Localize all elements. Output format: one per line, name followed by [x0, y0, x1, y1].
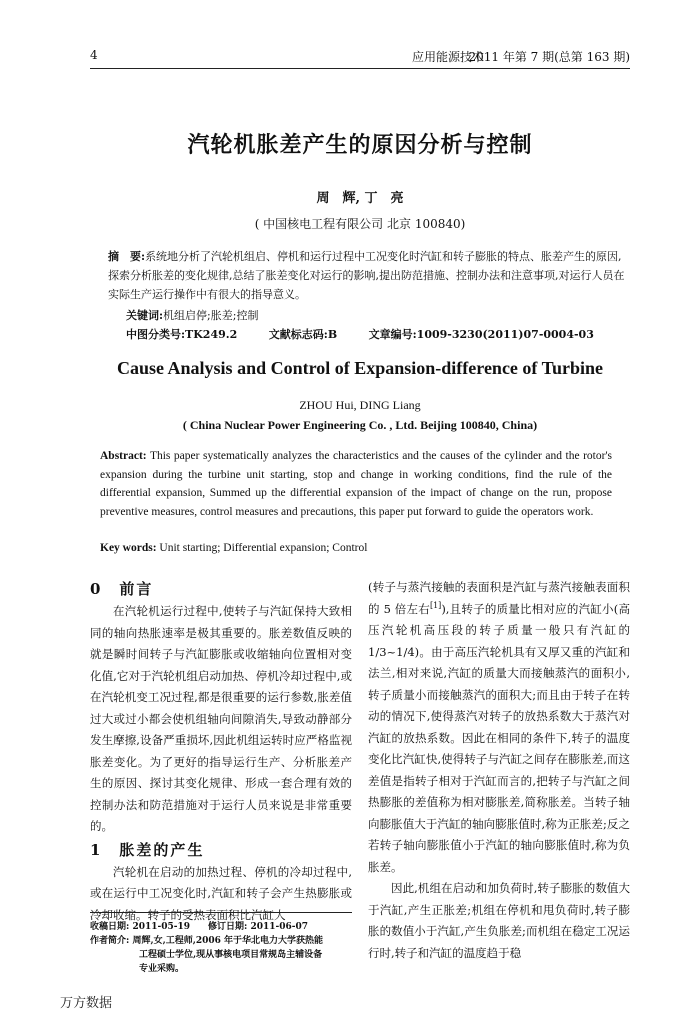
affiliation-en: ( China Nuclear Power Engineering Co. , Ltd. Beijing 100840, China) — [182, 418, 538, 432]
right-paragraph-1-b: ),且转子的质量比相对应的汽缸小(高压汽轮机高压段的转子质量一般只有汽缸的 1/3~1/4)。由于高压汽轮机具有又厚又重的汽缸和法兰,相对来说,汽缸的质量大而接触蒸汽的面积小,转子质量小而接触蒸汽的面积大;而且由于转子在转动的情况下,使得蒸汽对转子的放热系数大于蒸汽对汽缸的放热系数。因此在相同的条件下,转子的温度变化比汽缸快,使得转子与汽缸之间存在膨胀差,而这差值是指转子相对于汽缸而言的,把转子与汽缸之间热膨胀的差值称为相对膨胀差,简称胀差。当转子轴向膨胀值大于汽缸的轴向膨胀值时,称为正胀差;反之若转子轴向膨胀值小于汽缸的轴向膨胀值时,称为负胀差。 — [368, 601, 630, 874]
classification-cn — [126, 326, 622, 342]
running-header — [90, 46, 630, 69]
abstract-en-text: This paper systematically analyzes the characteristics and the causes of the cylinder and the rotor's expansion during the turbine unit starting, stop and change in working conditions, find the rule of the differential expansion, Summed up the differential expansion of the impact of change on the run, propose preventive measures, control measures and precautions, this paper put forward to guide the operators work. — [100, 450, 613, 518]
body-column-right — [368, 577, 630, 964]
paper-title-cn: 汽轮机胀差产生的原因分析与控制 — [187, 132, 533, 158]
footnote-dates — [90, 920, 360, 934]
right-paragraph-1 — [368, 577, 630, 878]
abstract-en — [100, 447, 612, 521]
body-column-left — [90, 577, 352, 926]
author-bio-line-1: 作者简介: 周辉,女,工程师,2006 年于华北电力大学获热能 — [90, 936, 324, 946]
clc-number: 中图分类号:TK249.2 — [126, 328, 238, 341]
keywords-cn-label: 关键词: — [126, 309, 164, 322]
abstract-cn — [108, 247, 628, 304]
received-date: 收稿日期: 2011-05-19 — [90, 922, 191, 932]
authors-cn: 周 辉, 丁 亮 — [316, 191, 404, 206]
keywords-en-text: Unit starting; Differential expansion; Control — [159, 542, 368, 554]
abstract-en-label: Abstract: — [100, 450, 147, 462]
keywords-cn — [126, 307, 258, 323]
journal-name: 应用能源技术 — [412, 50, 485, 64]
section-0-paragraph: 在汽轮机运行过程中,使转子与汽缸保持大致相同的轴向热胀速率是极其重要的。胀差数值反映的就是瞬时间转子与汽缸膨胀或收缩轴向位置相对变化值,它对于汽轮机组启动加热、停机冷却过程中,或在汽轮机变工况过程,都是很重要的运行参数,胀差值过大或过小都会使机组轴向间隙消失,导致动静部分发生摩擦,设备严重损坏,因此机组运转时应严格监视胀差变化。为了更好的指导运行生产、分析胀差产生的原因、探讨其变化规律、形成一套合理有效的控制办法和防范措施对于运行人员来说是非常重要的。 — [90, 604, 352, 833]
keywords-cn-text: 机组启停;胀差;控制 — [163, 309, 259, 322]
author-bio-line-3: 专业采购。 — [139, 964, 185, 974]
footnote-divider — [90, 912, 352, 913]
page-number: 4 — [90, 48, 98, 62]
author-bio-line-2: 工程硕士学位,现从事核电项目常规岛主辅设备 — [139, 950, 323, 960]
abstract-cn-label: 摘 要: — [108, 250, 146, 263]
issue-info: 2011 年第 7 期(总第 163 期) — [468, 50, 630, 64]
section-1-paragraph: 汽轮机在启动的加热过程、停机的冷却过程中,或在运行中工况变化时,汽缸和转子会产生热膨胀或冷却收缩。转子的受热表面积比汽缸大 — [90, 864, 352, 922]
section-heading-0: 0 前言 — [90, 580, 154, 598]
affiliation-cn: ( 中国核电工程有限公司 北京 100840) — [254, 217, 466, 231]
article-number: 文章编号:1009-3230(2011)07-0004-03 — [368, 328, 594, 341]
footnote — [90, 920, 360, 976]
abstract-cn-text: 系统地分析了汽轮机组启、停机和运行过程中工况变化时汽缸和转子膨胀的特点、胀差产生的原因,探索分析胀差的变化规律,总结了胀差变化对运行的影响,提出防范措施、控制办法和注意事项,对运行人员在实际生产运行操作中有很大的指导意义。 — [108, 250, 625, 301]
revised-date: 修订日期: 2011-06-07 — [208, 922, 309, 932]
paper-title-en: Cause Analysis and Control of Expansion-difference of Turbine — [117, 358, 603, 378]
citation-ref: [1] — [429, 600, 442, 610]
right-paragraph-1-a: (转子与蒸汽接触的表面积是汽缸与蒸汽接触表面积的 5 倍左右 — [368, 580, 630, 616]
right-paragraph-2: 因此,机组在启动和加负荷时,转子膨胀的数值大于汽缸,产生正胀差;机组在停机和甩负荷时,转子膨胀的数值小于汽缸,产生负胀差;而机组在稳定工况运行时,转子和汽缸的温度趋于稳 — [368, 881, 630, 960]
keywords-en-label: Key words: — [100, 542, 157, 554]
watermark: 万方数据 — [60, 996, 113, 1011]
authors-en: ZHOU Hui, DING Liang — [299, 398, 421, 412]
document-code: 文献标志码:B — [268, 328, 338, 341]
section-heading-1: 1 胀差的产生 — [90, 840, 205, 859]
keywords-en — [100, 542, 367, 554]
